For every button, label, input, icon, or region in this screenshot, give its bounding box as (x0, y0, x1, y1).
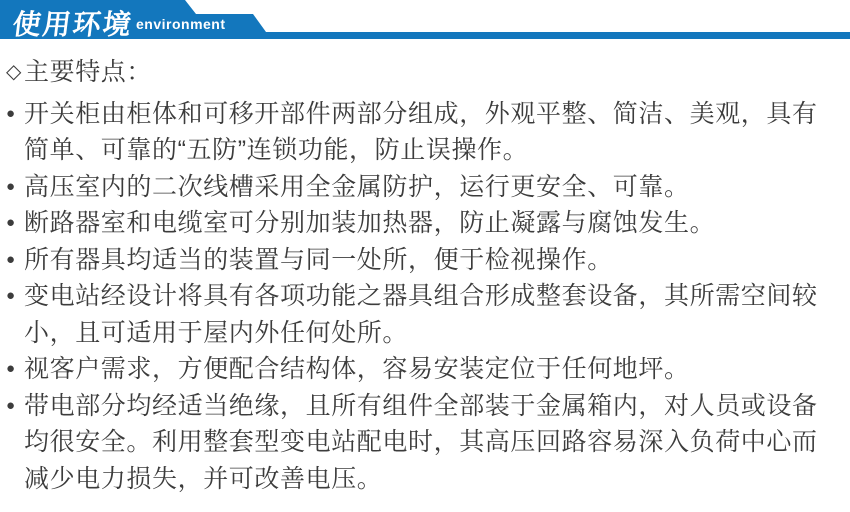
bullet-icon: ● (6, 396, 16, 414)
bullet-icon: ● (6, 177, 16, 195)
list-item-text: 开关柜由柜体和可移开部件两部分组成，外观平整、简洁、美观，具有简单、可靠的“五防”连锁功能，防止误操作。 (24, 99, 818, 164)
section-banner (0, 0, 850, 39)
list-item (4, 351, 826, 388)
list-item-text: 带电部分均经适当绝缘，且所有组件全部装于金属箱内，对人员或设备均很安全。利用整套型变电站配电时，其高压回路容易深入负荷中心而减少电力损失，并可改善电压。 (24, 391, 818, 493)
list-item-text: 高压室内的二次线槽采用全金属防护，运行更安全、可靠。 (24, 172, 690, 201)
bullet-icon: ● (6, 250, 16, 268)
diamond-icon: ◇ (6, 61, 22, 83)
list-item-text: 所有器具均适当的装置与同一处所，便于检视操作。 (24, 245, 613, 274)
list-item (4, 96, 826, 169)
section-subtitle-en: environment (136, 16, 226, 32)
list-item-text: 视客户需求，方便配合结构体，容易安装定位于任何地坪。 (24, 355, 690, 383)
features-heading: 主要特点： (24, 58, 153, 86)
list-item (4, 278, 826, 351)
list-item (4, 388, 826, 498)
list-item-text: 变电站经设计将具有各项功能之器具组合形成整套设备，其所需空间较小，且可适用于屋内外任何处所。 (24, 282, 818, 347)
bullet-icon: ● (6, 287, 16, 304)
list-item-text: 断路器室和电缆室可分别加装加热器，防止凝露与腐蚀发生。 (24, 209, 716, 237)
feature-section (0, 39, 850, 497)
bullet-icon: ● (6, 360, 16, 377)
bullet-icon: ● (6, 214, 16, 231)
list-item (4, 205, 826, 242)
list-item (4, 169, 826, 206)
section-title: 使用环境 (10, 9, 135, 40)
bullet-icon: ● (6, 104, 16, 122)
list-item (4, 242, 826, 279)
features-heading-row (4, 54, 826, 91)
